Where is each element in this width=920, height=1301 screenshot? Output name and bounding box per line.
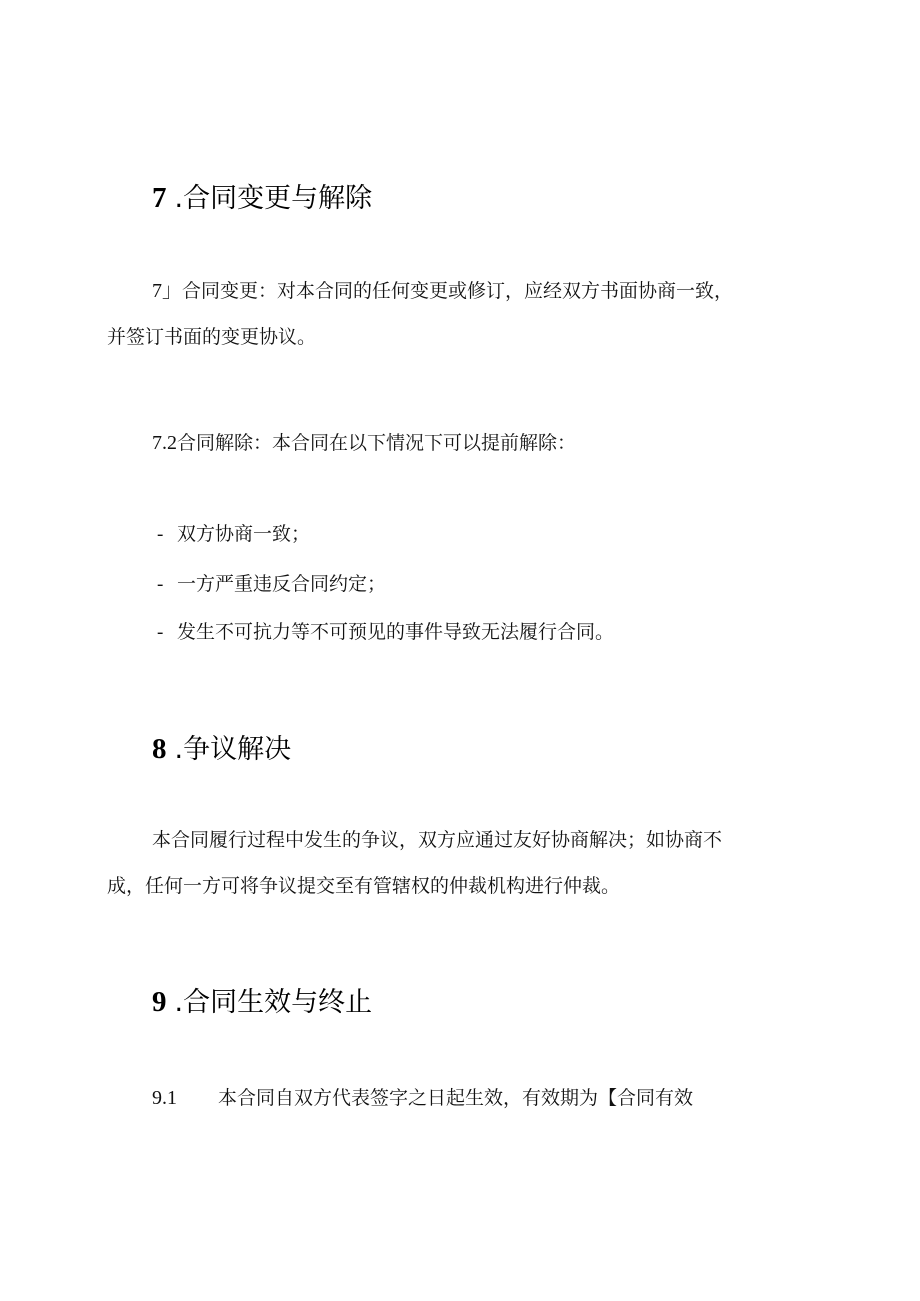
section-8-title: .争议解决 bbox=[174, 734, 292, 765]
clause-7-2-number: 7.2 bbox=[152, 432, 177, 454]
clause-7-1-line-1 bbox=[152, 268, 733, 314]
section-8-heading bbox=[152, 727, 291, 766]
list-dash: - bbox=[157, 574, 164, 595]
list-item bbox=[157, 561, 386, 608]
list-item bbox=[157, 609, 614, 656]
section-7-number: 7 bbox=[152, 182, 167, 214]
list-item-text: 双方协商一致； bbox=[177, 523, 311, 545]
list-dash: - bbox=[157, 622, 164, 643]
section-9-title: .合同生效与终止 bbox=[174, 987, 373, 1018]
clause-9-1-text: 本合同自双方代表签字之日起生效，有效期为【合同有效 bbox=[218, 1087, 694, 1109]
section-9-number: 9 bbox=[152, 986, 167, 1018]
list-item-text: 发生不可抗力等不可预见的事件导致无法履行合同。 bbox=[177, 621, 615, 643]
section-8-number: 8 bbox=[152, 733, 167, 765]
list-item bbox=[157, 511, 310, 558]
clause-9-1-number: 9.1 bbox=[152, 1087, 177, 1109]
clause-7-2 bbox=[152, 420, 576, 466]
clause-7-1-text-1: 合同变更：对本合同的任何变更或修订，应经双方书面协商一致， bbox=[182, 280, 734, 302]
clause-9-1 bbox=[152, 1075, 693, 1121]
clause-7-2-text: 合同解除：本合同在以下情况下可以提前解除： bbox=[177, 432, 577, 454]
clause-7-1-line-2: 并签订书面的变更协议。 bbox=[107, 326, 317, 348]
list-dash: - bbox=[157, 524, 164, 545]
list-item-text: 一方严重违反合同约定； bbox=[177, 573, 387, 595]
section-7-title: .合同变更与解除 bbox=[174, 183, 373, 214]
section-8-para-line-1: 本合同履行过程中发生的争议，双方应通过友好协商解决；如协商不 bbox=[152, 829, 723, 851]
section-8-para-line-2: 成，任何一方可将争议提交至有管辖权的仲裁机构进行仲裁。 bbox=[107, 875, 621, 897]
clause-7-1-number: 7」 bbox=[152, 280, 182, 302]
section-7-heading bbox=[152, 176, 372, 215]
section-9-heading bbox=[152, 980, 372, 1019]
